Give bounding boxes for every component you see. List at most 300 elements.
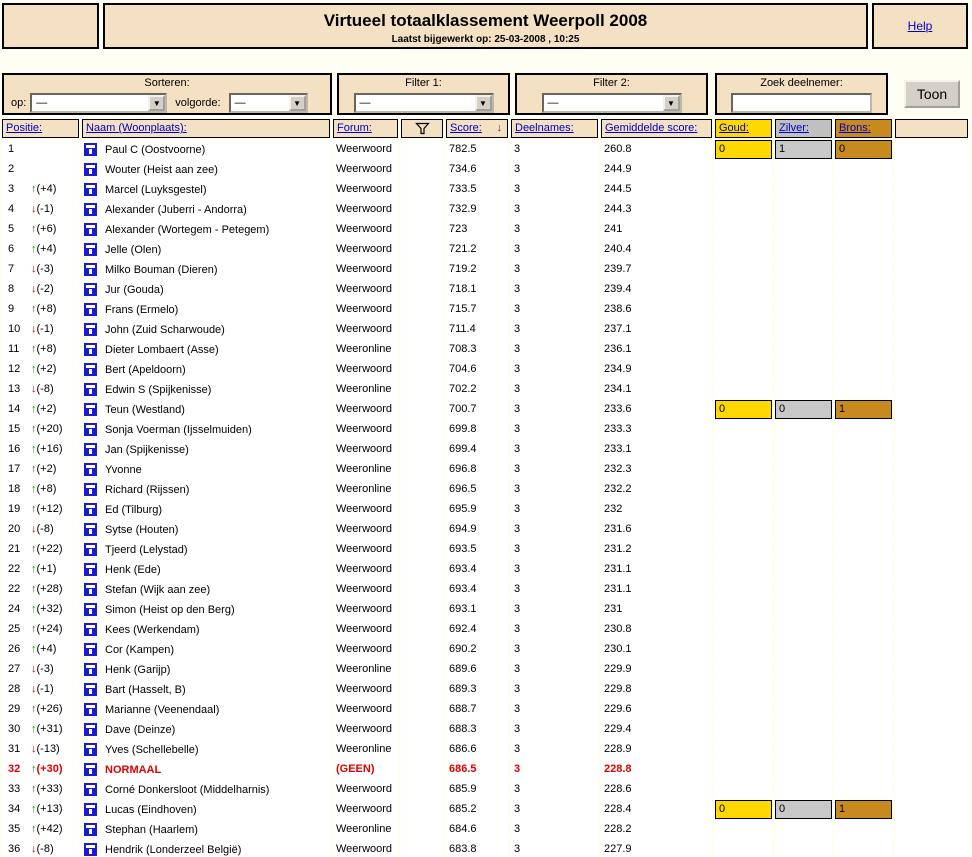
table-row — [2, 580, 971, 600]
brons-medal-cell — [835, 200, 892, 219]
arrow-up-icon: ↑ — [31, 343, 37, 355]
filter-funnel-icon[interactable] — [415, 122, 430, 135]
spacer-cell — [895, 660, 968, 679]
average-score-cell: 229.9 — [601, 660, 712, 679]
average-score-cell: 228.6 — [601, 780, 712, 799]
arrow-up-icon: ↑ — [31, 243, 37, 255]
rank-change-value: (+2) — [36, 463, 57, 475]
average-score-cell: 227.9 — [601, 840, 712, 857]
position-cell — [2, 140, 79, 159]
name-cell — [82, 600, 330, 619]
participant-name: Kees (Werkendam) — [105, 623, 200, 636]
profile-icon[interactable] — [84, 423, 97, 436]
deelnames-sort-link[interactable]: Deelnames: — [515, 122, 574, 134]
forum-cell: Weerwoord — [333, 580, 398, 599]
rank-change-value: (+30) — [36, 763, 63, 775]
goud-medal-cell — [715, 240, 772, 259]
name-cell — [82, 700, 330, 719]
participant-name: Marcel (Luyksgestel) — [105, 183, 207, 196]
forum-cell: Weerwoord — [333, 700, 398, 719]
participant-name: Jelle (Olen) — [105, 243, 162, 256]
filter-spacer-cell — [401, 460, 443, 479]
filter-spacer-cell — [401, 260, 443, 279]
average-score-cell: 232.2 — [601, 480, 712, 499]
name-cell — [82, 180, 330, 199]
profile-icon[interactable] — [84, 643, 97, 656]
table-row — [2, 400, 971, 420]
table-header — [2, 119, 971, 138]
help-link[interactable]: Help — [907, 19, 933, 33]
participant-name: Dave (Deinze) — [105, 723, 176, 736]
deelnames-cell: 3 — [511, 180, 598, 199]
name-cell — [82, 780, 330, 799]
title-box — [103, 3, 868, 49]
participant-name: Corné Donkersloot (Middelharnis) — [105, 783, 270, 796]
position-value: 16 — [8, 443, 21, 455]
position-cell — [2, 500, 79, 519]
zilver-medal-cell — [775, 660, 832, 679]
goud-medal-cell — [715, 700, 772, 719]
score-cell: 685.2 — [446, 800, 508, 819]
deelnames-cell: 3 — [511, 620, 598, 639]
rank-change-value: (-3) — [36, 663, 54, 675]
name-cell — [82, 420, 330, 439]
average-score-cell: 231.1 — [601, 580, 712, 599]
participant-name: Tjeerd (Lelystad) — [105, 543, 188, 556]
deelnames-cell: 3 — [511, 320, 598, 339]
spacer-cell — [895, 360, 968, 379]
forum-cell: Weerwoord — [333, 840, 398, 857]
spacer-cell — [895, 420, 968, 439]
filter-spacer-cell — [401, 680, 443, 699]
filter-spacer-cell — [401, 640, 443, 659]
profile-icon[interactable] — [84, 543, 97, 556]
profile-icon[interactable] — [84, 223, 97, 236]
chevron-down-icon[interactable]: ▼ — [289, 95, 306, 111]
zilver-medal-cell — [775, 740, 832, 759]
filter-spacer-cell — [401, 360, 443, 379]
forum-cell: Weerwoord — [333, 280, 398, 299]
position-cell — [2, 360, 79, 379]
profile-icon[interactable] — [84, 843, 97, 856]
filter-spacer-cell — [401, 320, 443, 339]
position-cell — [2, 260, 79, 279]
rank-change-value: (+20) — [36, 423, 63, 435]
spacer-cell — [895, 620, 968, 639]
column-header-forum — [333, 119, 398, 138]
sort-panel — [2, 73, 332, 115]
profile-icon[interactable] — [84, 243, 97, 256]
position-value: 8 — [8, 283, 15, 295]
position-value: 26 — [8, 643, 21, 655]
page-title: Virtueel totaalklassement Weerpoll 2008 — [323, 11, 648, 30]
name-cell — [82, 400, 330, 419]
brons-medal-cell — [835, 620, 892, 639]
profile-icon[interactable] — [84, 683, 97, 696]
brons-medal-cell — [835, 560, 892, 579]
score-cell: 693.5 — [446, 540, 508, 559]
help-box — [872, 3, 968, 49]
profile-icon[interactable] — [84, 163, 97, 176]
forum-cell: Weerwoord — [333, 260, 398, 279]
forum-cell: Weeronline — [333, 740, 398, 759]
brons-medal-cell — [835, 680, 892, 699]
profile-icon[interactable] — [84, 363, 97, 376]
filter-spacer-cell — [401, 620, 443, 639]
spacer-cell — [895, 520, 968, 539]
profile-icon[interactable] — [84, 463, 97, 476]
rank-change-value: (+28) — [36, 583, 63, 595]
profile-icon[interactable] — [84, 803, 97, 816]
deelnames-cell: 3 — [511, 640, 598, 659]
arrow-up-icon: ↑ — [31, 583, 37, 595]
spacer-cell — [895, 300, 968, 319]
spacer-cell — [895, 240, 968, 259]
goud-medal-cell — [715, 200, 772, 219]
goud-medal-cell — [715, 460, 772, 479]
brons-medal-cell — [835, 360, 892, 379]
table-row — [2, 160, 971, 180]
forum-cell: Weeronline — [333, 460, 398, 479]
forum-cell: Weerwoord — [333, 680, 398, 699]
table-row — [2, 780, 971, 800]
profile-icon[interactable] — [84, 343, 97, 356]
brons-medal-cell — [835, 640, 892, 659]
average-score-cell: 229.4 — [601, 720, 712, 739]
chevron-down-icon[interactable]: ▼ — [475, 95, 492, 111]
table-row — [2, 300, 971, 320]
brons-medal-cell — [835, 700, 892, 719]
rank-change-value: (+33) — [36, 783, 63, 795]
filter-spacer-cell — [401, 820, 443, 839]
rank-change-value: (+42) — [36, 823, 63, 835]
filter-spacer-cell — [401, 800, 443, 819]
forum-cell: Weerwoord — [333, 500, 398, 519]
rank-change-value: (-13) — [36, 743, 60, 755]
brons-medal-cell — [835, 820, 892, 839]
zilver-sort-link[interactable]: Zilver: — [779, 122, 809, 134]
forum-cell: Weerwoord — [333, 400, 398, 419]
zilver-medal-cell: 1 — [775, 140, 832, 159]
profile-icon[interactable] — [84, 783, 97, 796]
title-bar — [2, 3, 968, 49]
table-body — [2, 140, 971, 857]
spacer-cell — [895, 220, 968, 239]
arrow-up-icon: ↑ — [31, 403, 37, 415]
gemiddelde-sort-link[interactable]: Gemiddelde score: — [605, 122, 698, 134]
profile-icon[interactable] — [84, 403, 97, 416]
profile-icon[interactable] — [84, 703, 97, 716]
table-row — [2, 520, 971, 540]
forum-cell: Weerwoord — [333, 520, 398, 539]
rank-change-value: (+4) — [36, 643, 57, 655]
rank-change-value: (+32) — [36, 603, 63, 615]
deelnames-cell: 3 — [511, 400, 598, 419]
forum-cell: Weeronline — [333, 820, 398, 839]
goud-medal-cell — [715, 760, 772, 779]
filter-spacer-cell — [401, 760, 443, 779]
forum-cell: Weerwoord — [333, 320, 398, 339]
position-value: 36 — [8, 843, 21, 855]
arrow-up-icon: ↑ — [31, 603, 37, 615]
filter1-select[interactable] — [354, 93, 494, 113]
sort-field-select[interactable] — [30, 93, 167, 113]
goud-medal-cell — [715, 320, 772, 339]
profile-icon[interactable] — [84, 603, 97, 616]
chevron-down-icon[interactable]: ▼ — [148, 95, 165, 111]
profile-icon[interactable] — [84, 323, 97, 336]
zilver-medal-cell — [775, 180, 832, 199]
rank-change-value: (-8) — [36, 843, 54, 855]
position-value: 3 — [8, 183, 15, 195]
zilver-medal-cell — [775, 220, 832, 239]
profile-icon[interactable] — [84, 623, 97, 636]
participant-name: Bart (Hasselt, B) — [105, 683, 186, 696]
zilver-medal-cell — [775, 240, 832, 259]
filter-spacer-cell — [401, 780, 443, 799]
filter1-value: — — [359, 97, 371, 109]
spacer-cell — [895, 200, 968, 219]
profile-icon[interactable] — [84, 303, 97, 316]
filter-spacer-cell — [401, 600, 443, 619]
profile-icon[interactable] — [84, 823, 97, 836]
participant-name: Paul C (Oostvoorne) — [105, 143, 206, 156]
forum-sort-link[interactable]: Forum: — [337, 122, 372, 134]
filter-spacer-cell — [401, 480, 443, 499]
spacer-cell — [895, 820, 968, 839]
profile-icon[interactable] — [84, 183, 97, 196]
position-value: 28 — [8, 683, 21, 695]
deelnames-cell: 3 — [511, 800, 598, 819]
score-cell: 715.7 — [446, 300, 508, 319]
filter-spacer-cell — [401, 400, 443, 419]
arrow-up-icon: ↑ — [31, 183, 37, 195]
positie-sort-link[interactable]: Positie: — [6, 122, 43, 134]
rank-change-value: (-3) — [36, 263, 54, 275]
brons-medal-cell — [835, 480, 892, 499]
profile-icon[interactable] — [84, 563, 97, 576]
profile-icon[interactable] — [84, 503, 97, 516]
position-cell — [2, 800, 79, 819]
brons-medal-cell — [835, 160, 892, 179]
score-cell: 684.6 — [446, 820, 508, 839]
participant-name: Milko Bouman (Dieren) — [105, 263, 218, 276]
position-value: 22 — [8, 583, 21, 595]
zilver-medal-cell — [775, 380, 832, 399]
arrow-up-icon: ↑ — [31, 463, 37, 475]
goud-medal-cell — [715, 840, 772, 857]
spacer-cell — [895, 340, 968, 359]
deelnames-cell: 3 — [511, 300, 598, 319]
zilver-medal-cell: 0 — [775, 800, 832, 819]
chevron-down-icon[interactable]: ▼ — [663, 95, 680, 111]
brons-medal-cell: 1 — [835, 800, 892, 819]
position-value: 7 — [8, 263, 15, 275]
column-header-brons — [835, 119, 892, 138]
name-cell — [82, 140, 330, 159]
position-value: 18 — [8, 483, 21, 495]
table-row — [2, 800, 971, 820]
filter-spacer-cell — [401, 700, 443, 719]
name-cell — [82, 720, 330, 739]
spacer-cell — [895, 140, 968, 159]
forum-cell: Weerwoord — [333, 140, 398, 159]
spacer-cell — [895, 580, 968, 599]
naam-sort-link[interactable]: Naam (Woonplaats): — [86, 122, 187, 134]
brons-medal-cell — [835, 380, 892, 399]
participant-name: Jur (Gouda) — [105, 283, 164, 296]
participant-name: Wouter (Heist aan zee) — [105, 163, 218, 176]
goud-medal-cell — [715, 780, 772, 799]
name-cell — [82, 820, 330, 839]
name-cell — [82, 760, 330, 779]
table-row — [2, 240, 971, 260]
profile-icon[interactable] — [84, 523, 97, 536]
position-cell — [2, 240, 79, 259]
sort-order-select[interactable] — [229, 93, 308, 113]
forum-cell: Weerwoord — [333, 220, 398, 239]
sort-direction-arrow-icon: ↓ — [496, 122, 502, 134]
spacer-cell — [895, 320, 968, 339]
table-row — [2, 820, 971, 840]
average-score-cell: 231 — [601, 600, 712, 619]
brons-medal-cell — [835, 420, 892, 439]
score-sort-link[interactable]: Score: — [450, 122, 482, 134]
rank-change-value: (+4) — [36, 183, 57, 195]
table-row — [2, 760, 971, 780]
profile-icon[interactable] — [84, 583, 97, 596]
brons-medal-cell — [835, 440, 892, 459]
forum-cell: Weerwoord — [333, 640, 398, 659]
table-row — [2, 660, 971, 680]
deelnames-cell: 3 — [511, 140, 598, 159]
position-value: 10 — [8, 323, 21, 335]
position-value: 24 — [8, 603, 21, 615]
brons-medal-cell — [835, 300, 892, 319]
profile-icon[interactable] — [84, 663, 97, 676]
arrow-down-icon: ↓ — [31, 683, 37, 695]
show-button[interactable]: Toon — [904, 80, 960, 108]
name-cell — [82, 460, 330, 479]
name-cell — [82, 660, 330, 679]
zilver-medal-cell — [775, 520, 832, 539]
name-cell — [82, 440, 330, 459]
filter-spacer-cell — [401, 300, 443, 319]
participant-name: Alexander (Wortegem - Petegem) — [105, 223, 270, 236]
profile-icon[interactable] — [84, 383, 97, 396]
table-row — [2, 140, 971, 160]
forum-cell: Weerwoord — [333, 720, 398, 739]
zilver-medal-cell — [775, 300, 832, 319]
position-value: 11 — [8, 343, 20, 355]
column-header-positie — [2, 119, 79, 138]
rank-change-value: (-1) — [36, 323, 54, 335]
spacer-cell — [895, 780, 968, 799]
score-cell: 683.8 — [446, 840, 508, 857]
profile-icon[interactable] — [84, 483, 97, 496]
arrow-down-icon: ↓ — [31, 283, 37, 295]
position-value: 20 — [8, 523, 21, 535]
profile-icon[interactable] — [84, 203, 97, 216]
arrow-up-icon: ↑ — [31, 623, 37, 635]
filter-spacer-cell — [401, 180, 443, 199]
arrow-up-icon: ↑ — [31, 643, 37, 655]
score-cell: 692.4 — [446, 620, 508, 639]
rank-change-value: (+24) — [36, 623, 63, 635]
goud-medal-cell — [715, 820, 772, 839]
controls-bar — [2, 73, 968, 115]
average-score-cell: 228.2 — [601, 820, 712, 839]
score-cell: 688.7 — [446, 700, 508, 719]
zilver-medal-cell — [775, 160, 832, 179]
goud-medal-cell — [715, 600, 772, 619]
forum-cell: Weerwoord — [333, 300, 398, 319]
name-cell — [82, 580, 330, 599]
deelnames-cell: 3 — [511, 260, 598, 279]
goud-medal-cell — [715, 680, 772, 699]
spacer-cell — [895, 680, 968, 699]
profile-icon[interactable] — [84, 443, 97, 456]
rank-change-value: (+13) — [36, 803, 63, 815]
profile-icon[interactable] — [84, 263, 97, 276]
score-cell: 690.2 — [446, 640, 508, 659]
position-cell — [2, 160, 79, 179]
filter2-select[interactable] — [542, 93, 682, 113]
rank-change-value: (+2) — [36, 363, 57, 375]
rank-change-value: (-2) — [36, 283, 54, 295]
profile-icon[interactable] — [84, 763, 97, 776]
spacer-cell — [895, 460, 968, 479]
brons-medal-cell — [835, 600, 892, 619]
brons-medal-cell — [835, 840, 892, 857]
position-cell — [2, 180, 79, 199]
position-value: 2 — [8, 163, 15, 175]
profile-icon[interactable] — [84, 723, 97, 736]
brons-medal-cell — [835, 580, 892, 599]
arrow-up-icon: ↑ — [31, 503, 37, 515]
goud-medal-cell — [715, 260, 772, 279]
average-score-cell: 239.4 — [601, 280, 712, 299]
arrow-down-icon: ↓ — [31, 263, 37, 275]
search-input[interactable] — [731, 93, 872, 113]
table-row — [2, 360, 971, 380]
brons-medal-cell: 0 — [835, 140, 892, 159]
arrow-up-icon: ↑ — [31, 763, 37, 775]
goud-medal-cell — [715, 300, 772, 319]
position-cell — [2, 780, 79, 799]
average-score-cell: 237.1 — [601, 320, 712, 339]
position-cell — [2, 760, 79, 779]
position-cell — [2, 420, 79, 439]
average-score-cell: 233.1 — [601, 440, 712, 459]
goud-sort-link[interactable]: Goud: — [719, 122, 749, 134]
deelnames-cell: 3 — [511, 680, 598, 699]
brons-medal-cell — [835, 540, 892, 559]
brons-sort-link[interactable]: Brons: — [839, 122, 871, 134]
position-cell — [2, 280, 79, 299]
score-cell: 685.9 — [446, 780, 508, 799]
position-cell — [2, 740, 79, 759]
zilver-medal-cell — [775, 640, 832, 659]
score-cell: 696.8 — [446, 460, 508, 479]
profile-icon[interactable] — [84, 143, 97, 156]
profile-icon[interactable] — [84, 743, 97, 756]
goud-medal-cell — [715, 720, 772, 739]
deelnames-cell: 3 — [511, 240, 598, 259]
profile-icon[interactable] — [84, 283, 97, 296]
goud-medal-cell — [715, 500, 772, 519]
brons-medal-cell — [835, 240, 892, 259]
